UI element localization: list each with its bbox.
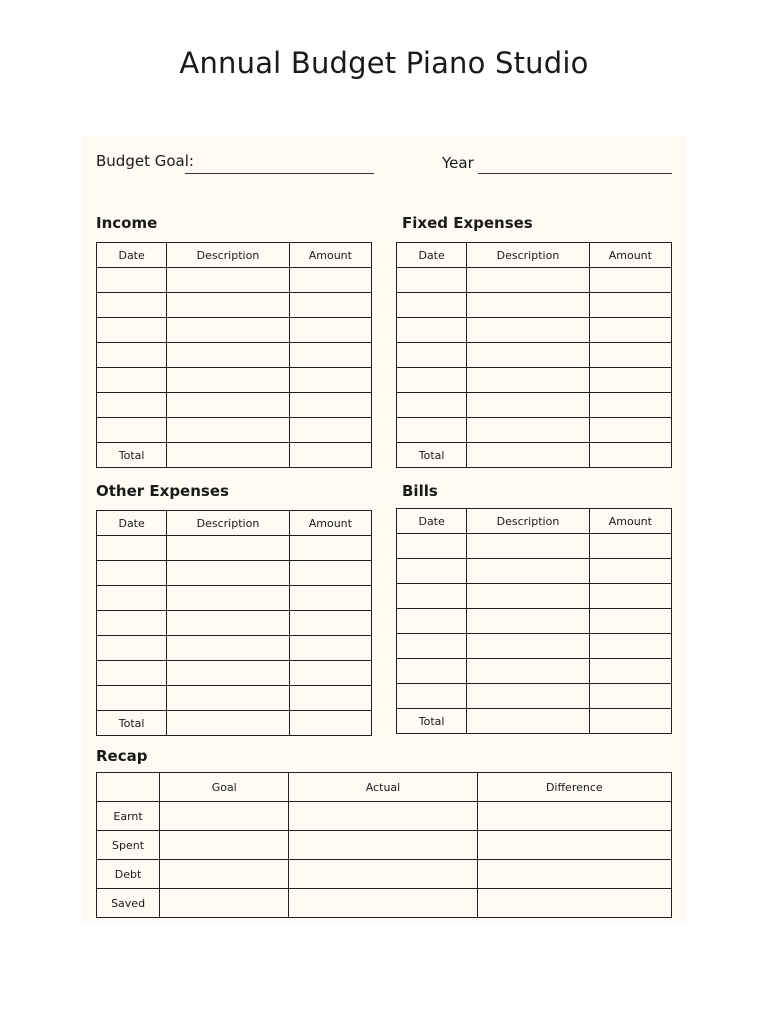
entry-cell[interactable] (467, 268, 589, 293)
table-header-row (397, 243, 672, 268)
entry-cell[interactable] (467, 609, 589, 634)
entry-cell[interactable] (97, 661, 167, 686)
column-header: Amount (289, 243, 371, 268)
column-header: Goal (160, 773, 289, 802)
entry-cell[interactable] (289, 393, 371, 418)
entry-cell[interactable] (289, 889, 477, 918)
entry-cell[interactable] (289, 561, 371, 586)
entry-cell[interactable] (397, 368, 467, 393)
entry-cell[interactable] (467, 584, 589, 609)
entry-cell[interactable] (167, 561, 289, 586)
entry-cell[interactable] (477, 831, 671, 860)
table-row (97, 393, 372, 418)
entry-cell[interactable] (160, 860, 289, 889)
table-row (97, 268, 372, 293)
column-header (97, 773, 160, 802)
entry-cell[interactable] (589, 393, 671, 418)
entry-cell[interactable] (589, 584, 671, 609)
entry-cell[interactable] (589, 368, 671, 393)
total-row (97, 443, 372, 468)
entry-cell[interactable] (397, 634, 467, 659)
table-row (97, 536, 372, 561)
entry-cell[interactable] (589, 318, 671, 343)
table-row (97, 686, 372, 711)
entry-cell[interactable] (289, 418, 371, 443)
recap-row (97, 860, 672, 889)
total-label: Total (397, 443, 467, 468)
table-row (397, 368, 672, 393)
entry-cell[interactable] (167, 343, 289, 368)
entry-cell[interactable] (97, 418, 167, 443)
entry-cell[interactable] (397, 293, 467, 318)
table-row (97, 586, 372, 611)
entry-cell[interactable] (160, 889, 289, 918)
entry-cell[interactable] (167, 536, 289, 561)
table-row (397, 293, 672, 318)
page-title: Annual Budget Piano Studio (179, 46, 589, 80)
entry-cell[interactable] (289, 293, 371, 318)
entry-cell[interactable] (589, 343, 671, 368)
total-row (397, 709, 672, 734)
entry-cell[interactable] (167, 268, 289, 293)
table-row (397, 534, 672, 559)
entry-cell[interactable] (589, 268, 671, 293)
entry-cell[interactable] (589, 659, 671, 684)
year-input[interactable] (478, 173, 672, 174)
entry-cell[interactable] (97, 368, 167, 393)
table-row (97, 661, 372, 686)
entry-cell[interactable] (97, 561, 167, 586)
total-label: Total (397, 709, 467, 734)
entry-cell[interactable] (467, 684, 589, 709)
entry-cell[interactable] (97, 686, 167, 711)
entry-cell[interactable] (397, 684, 467, 709)
table-row (397, 418, 672, 443)
total-row (97, 711, 372, 736)
entry-cell[interactable] (97, 636, 167, 661)
entry-cell[interactable] (167, 661, 289, 686)
entry-cell[interactable] (289, 586, 371, 611)
table-row (397, 609, 672, 634)
entry-cell[interactable] (97, 611, 167, 636)
column-header: Description (467, 509, 589, 534)
entry-cell[interactable] (167, 636, 289, 661)
entry-cell[interactable] (467, 393, 589, 418)
entry-cell[interactable] (477, 889, 671, 918)
bills-title: Bills (402, 482, 438, 500)
total-cell[interactable] (589, 709, 671, 734)
entry-cell[interactable] (289, 536, 371, 561)
column-header: Amount (589, 243, 671, 268)
entry-cell[interactable] (467, 559, 589, 584)
entry-cell[interactable] (467, 418, 589, 443)
total-cell[interactable] (167, 711, 289, 736)
table-row (97, 636, 372, 661)
table-row (97, 343, 372, 368)
total-label: Total (97, 711, 167, 736)
entry-cell[interactable] (97, 268, 167, 293)
column-header: Date (97, 243, 167, 268)
column-header: Description (167, 243, 289, 268)
column-header: Description (467, 243, 589, 268)
other-expenses-table (96, 510, 372, 736)
entry-cell[interactable] (97, 393, 167, 418)
fixed-expenses-table (396, 242, 672, 468)
column-header: Amount (289, 511, 371, 536)
other-expenses-title: Other Expenses (96, 482, 229, 500)
entry-cell[interactable] (467, 368, 589, 393)
table-row (397, 684, 672, 709)
table-header-row (97, 511, 372, 536)
entry-cell[interactable] (467, 659, 589, 684)
table-row (397, 584, 672, 609)
entry-cell[interactable] (397, 659, 467, 684)
entry-cell[interactable] (289, 661, 371, 686)
entry-cell[interactable] (97, 293, 167, 318)
entry-cell[interactable] (167, 586, 289, 611)
entry-cell[interactable] (167, 418, 289, 443)
total-cell[interactable] (289, 443, 371, 468)
entry-cell[interactable] (160, 831, 289, 860)
entry-cell[interactable] (97, 586, 167, 611)
table-row (397, 268, 672, 293)
entry-cell[interactable] (589, 634, 671, 659)
entry-cell[interactable] (97, 343, 167, 368)
entry-cell[interactable] (467, 318, 589, 343)
entry-cell[interactable] (289, 860, 477, 889)
table-row (97, 318, 372, 343)
entry-cell[interactable] (467, 343, 589, 368)
column-header: Actual (289, 773, 477, 802)
entry-cell[interactable] (167, 611, 289, 636)
table-row (397, 659, 672, 684)
entry-cell[interactable] (397, 609, 467, 634)
entry-cell[interactable] (397, 318, 467, 343)
entry-cell[interactable] (289, 368, 371, 393)
entry-cell[interactable] (397, 343, 467, 368)
total-cell[interactable] (589, 443, 671, 468)
entry-cell[interactable] (167, 368, 289, 393)
bills-table (396, 508, 672, 734)
recap-row-label: Earnt (97, 802, 160, 831)
table-header-row (97, 773, 672, 802)
column-header: Description (167, 511, 289, 536)
table-row (397, 318, 672, 343)
entry-cell[interactable] (289, 268, 371, 293)
entry-cell[interactable] (589, 534, 671, 559)
entry-cell[interactable] (589, 684, 671, 709)
entry-cell[interactable] (397, 393, 467, 418)
entry-cell[interactable] (589, 559, 671, 584)
total-label: Total (97, 443, 167, 468)
entry-cell[interactable] (589, 418, 671, 443)
budget-goal-input[interactable] (185, 173, 374, 174)
entry-cell[interactable] (589, 609, 671, 634)
entry-cell[interactable] (467, 293, 589, 318)
recap-row (97, 889, 672, 918)
column-header: Date (397, 509, 467, 534)
total-row (397, 443, 672, 468)
entry-cell[interactable] (477, 802, 671, 831)
income-title: Income (96, 214, 158, 232)
entry-cell[interactable] (289, 343, 371, 368)
entry-cell[interactable] (289, 636, 371, 661)
entry-cell[interactable] (397, 584, 467, 609)
recap-row-label: Spent (97, 831, 160, 860)
column-header: Difference (477, 773, 671, 802)
entry-cell[interactable] (167, 393, 289, 418)
recap-row-label: Saved (97, 889, 160, 918)
recap-row (97, 802, 672, 831)
column-header: Date (97, 511, 167, 536)
table-header-row (397, 509, 672, 534)
year-label: Year (442, 154, 474, 172)
table-row (397, 559, 672, 584)
entry-cell[interactable] (167, 318, 289, 343)
column-header: Amount (589, 509, 671, 534)
entry-cell[interactable] (397, 559, 467, 584)
entry-cell[interactable] (397, 418, 467, 443)
income-table (96, 242, 372, 468)
entry-cell[interactable] (289, 802, 477, 831)
entry-cell[interactable] (467, 534, 589, 559)
recap-table (96, 772, 672, 918)
entry-cell[interactable] (97, 536, 167, 561)
entry-cell[interactable] (160, 802, 289, 831)
entry-cell[interactable] (167, 686, 289, 711)
table-row (397, 343, 672, 368)
total-cell[interactable] (467, 709, 589, 734)
recap-row (97, 831, 672, 860)
entry-cell[interactable] (467, 634, 589, 659)
recap-row-label: Debt (97, 860, 160, 889)
entry-cell[interactable] (289, 686, 371, 711)
entry-cell[interactable] (397, 268, 467, 293)
table-row (97, 561, 372, 586)
recap-title: Recap (96, 747, 148, 765)
table-row (397, 634, 672, 659)
entry-cell[interactable] (289, 611, 371, 636)
entry-cell[interactable] (289, 831, 477, 860)
entry-cell[interactable] (397, 534, 467, 559)
entry-cell[interactable] (589, 293, 671, 318)
entry-cell[interactable] (289, 318, 371, 343)
table-row (397, 393, 672, 418)
entry-cell[interactable] (167, 293, 289, 318)
fixed-expenses-title: Fixed Expenses (402, 214, 533, 232)
column-header: Date (397, 243, 467, 268)
table-row (97, 418, 372, 443)
total-cell[interactable] (289, 711, 371, 736)
entry-cell[interactable] (477, 860, 671, 889)
total-cell[interactable] (467, 443, 589, 468)
table-row (97, 368, 372, 393)
entry-cell[interactable] (97, 318, 167, 343)
budget-goal-label: Budget Goal: (96, 152, 194, 170)
table-header-row (97, 243, 372, 268)
total-cell[interactable] (167, 443, 289, 468)
table-row (97, 293, 372, 318)
table-row (97, 611, 372, 636)
